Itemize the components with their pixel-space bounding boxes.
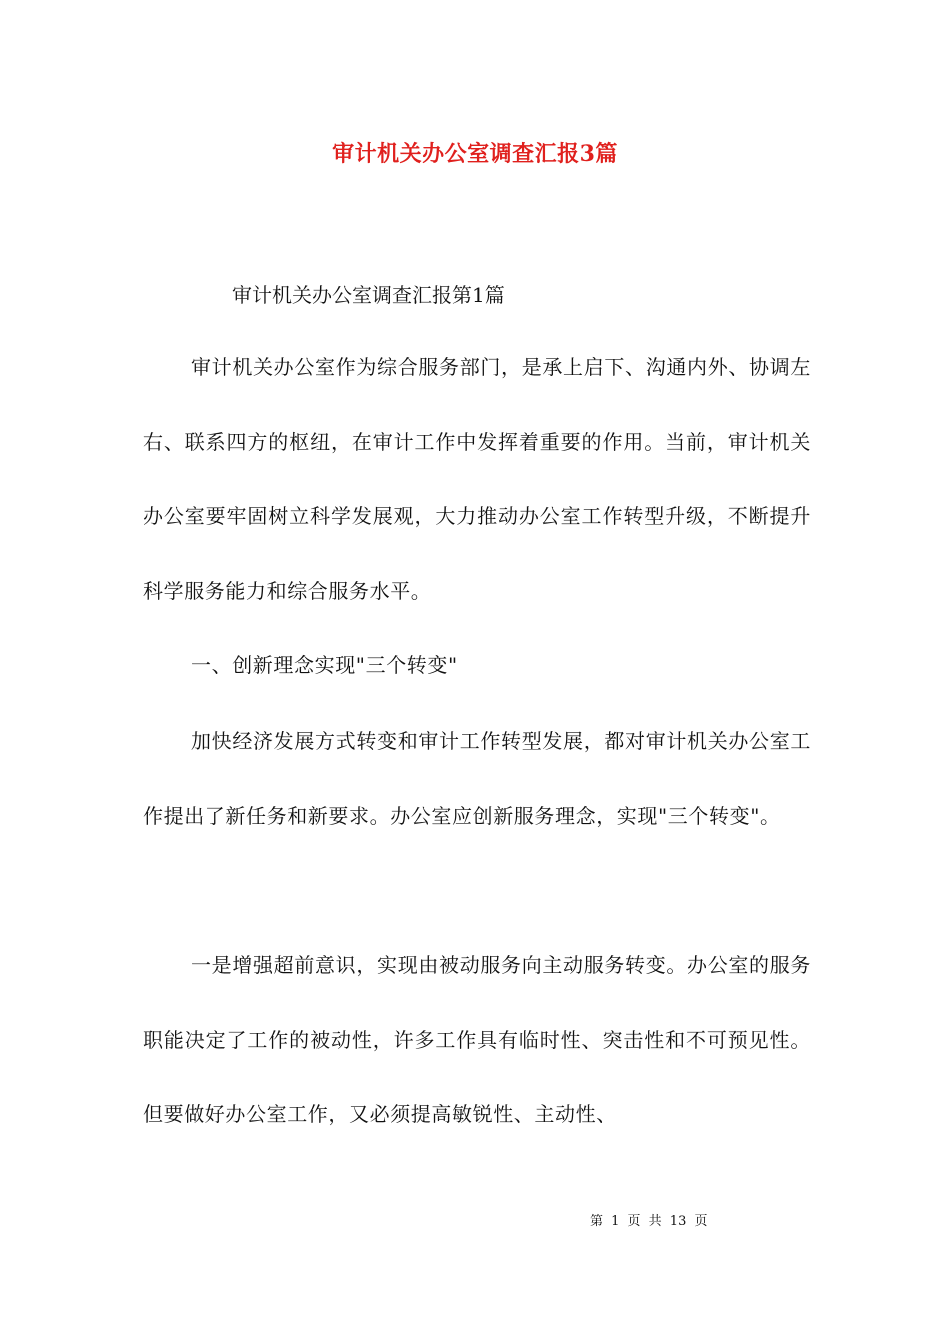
document-title: 审计机关办公室调查汇报3篇 [332, 141, 618, 167]
body-paragraph: 审计机关办公室作为综合服务部门，是承上启下、沟通内外、协调左右、联系四方的枢纽，在审计工作中发挥着重要的作用。当前，审计机关办公室要牢固树立科学发展观，大力推动办公室工作转型升级，不断提升科学服务能力和综合服务水平。 [143, 355, 811, 603]
subheading-paragraph: 一、创新理念实现"三个转变" [191, 653, 458, 677]
body-paragraph: 加快经济发展方式转变和审计工作转型发展，都对审计机关办公室工作提出了新任务和新要求。办公室应创新服务理念，实现"三个转变"。 [143, 729, 811, 828]
page-number-footer: 第 1 页 共 13 页 [590, 1214, 708, 1229]
section-heading: 审计机关办公室调查汇报第1篇 [232, 283, 505, 307]
body-paragraph: 一是增强超前意识，实现由被动服务向主动服务转变。办公室的服务职能决定了工作的被动性，许多工作具有临时性、突击性和不可预见性。但要做好办公室工作，又必须提高敏锐性、主动性、 [143, 953, 811, 1126]
